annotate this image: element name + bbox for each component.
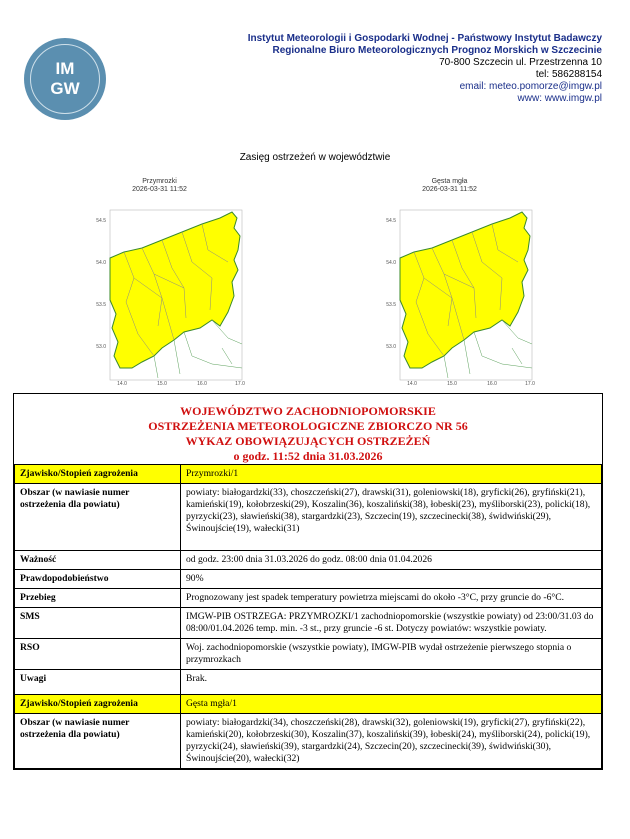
website: www: www.imgw.pl <box>517 93 602 104</box>
field-label: Zjawisko/Stopień zagrożenia <box>15 465 181 484</box>
map-date: 2026-03-31 11:52 <box>422 186 477 193</box>
table-row <box>15 589 602 608</box>
map-phenomenon: Gęsta mgła <box>431 178 468 185</box>
y-tick: 54.5 <box>386 218 396 224</box>
phenomenon-value: Przymrozki/1 <box>181 465 602 484</box>
imgw-logo <box>24 38 106 120</box>
x-tick: 14.0 <box>117 381 127 386</box>
map-graphic <box>62 178 257 386</box>
list-title: WYKAZ OBOWIĄZUJĄCYCH OSTRZEŻEŃ <box>185 434 431 448</box>
field-label: Obszar (w nawiasie numer ostrzeżenia dla powiatu) <box>15 484 181 551</box>
x-tick: 17.0 <box>525 381 535 386</box>
x-tick: 14.0 <box>407 381 417 386</box>
field-label: Obszar (w nawiasie numer ostrzeżenia dla powiatu) <box>15 714 181 769</box>
map-graphic <box>352 178 547 386</box>
region-title: WOJEWÓDZTWO ZACHODNIOPOMORSKIE <box>180 404 436 418</box>
phenomenon-value: Gęsta mgła/1 <box>181 695 602 714</box>
address: 70-800 Szczecin ul. Przestrzenna 10 <box>439 57 602 68</box>
bulletin-title: OSTRZEŻENIA METEOROLOGICZNE ZBIORCZO NR 56 <box>148 419 468 433</box>
bureau-name: Regionalne Biuro Meteorologicznych Prognoz Morskich w Szczecinie <box>272 45 602 56</box>
table-row <box>15 570 602 589</box>
table-row <box>15 484 602 551</box>
map-date: 2026-03-31 11:52 <box>132 186 187 193</box>
y-tick: 53.0 <box>386 344 396 350</box>
notes-value: Brak. <box>181 670 602 695</box>
maps-caption: Zasięg ostrzeżeń w województwie <box>239 152 391 163</box>
x-tick: 17.0 <box>235 381 245 386</box>
phone: tel: 586288154 <box>535 69 602 80</box>
y-tick: 53.5 <box>386 302 396 308</box>
logo-text-top: IM <box>55 59 75 78</box>
table-row <box>15 551 602 570</box>
rso-value: Woj. zachodniopomorskie (wszystkie powiaty), IMGW-PIB wydał ostrzeżenie pierwszego stopnia o przymrozkach <box>181 639 602 670</box>
x-tick: 15.0 <box>447 381 457 386</box>
x-tick: 16.0 <box>487 381 497 386</box>
y-tick: 53.5 <box>96 302 106 308</box>
institute-header <box>248 33 602 105</box>
y-tick: 54.0 <box>96 260 106 266</box>
field-label: Uwagi <box>15 670 181 695</box>
course-value: Prognozowany jest spadek temperatury powietrza miejscami do około -3°C, przy gruncie do -6°C. <box>181 589 602 608</box>
document-heading <box>14 394 602 464</box>
issue-time: o godz. 11:52 dnia 31.03.2026 <box>233 449 383 463</box>
field-label: Przebieg <box>15 589 181 608</box>
map-frost <box>62 178 257 386</box>
table-row <box>15 639 602 670</box>
y-tick: 53.0 <box>96 344 106 350</box>
x-tick: 16.0 <box>197 381 207 386</box>
area-value: powiaty: białogardzki(34), choszczeński(28), drawski(32), goleniowski(19), gryficki(27), gryfiński(22), kamieński(20), kołobrzeski(30), Koszalin(37), koszaliński(39), łobeski(24), myśliborski(24), policki(19), pyrzycki(24), sławieński(39), stargardzki(24), Szczecin(20), szczecinecki(39), świdwiński(30), Świnoujście(20), wałecki(32) <box>181 714 602 769</box>
warnings-document <box>13 393 603 770</box>
email: email: meteo.pomorze@imgw.pl <box>459 81 602 92</box>
field-label: RSO <box>15 639 181 670</box>
table-row <box>15 670 602 695</box>
table-row <box>15 465 602 484</box>
map-phenomenon: Przymrozki <box>142 178 177 185</box>
validity-value: od godz. 23:00 dnia 31.03.2026 do godz. 08:00 dnia 01.04.2026 <box>181 551 602 570</box>
logo-text-bottom: GW <box>50 79 80 98</box>
table-row <box>15 714 602 769</box>
y-tick: 54.5 <box>96 218 106 224</box>
field-label: SMS <box>15 608 181 639</box>
probability-value: 90% <box>181 570 602 589</box>
table-row <box>15 695 602 714</box>
sms-value: IMGW-PIB OSTRZEGA: PRZYMROZKI/1 zachodniopomorskie (wszystkie powiaty) od 23:00/31.03 do 08:00/01.04.2026 temp. min. -3 st., przy gruncie -6 st. Dotyczy powiatów: wszystkie powiaty. <box>181 608 602 639</box>
field-label: Ważność <box>15 551 181 570</box>
x-tick: 15.0 <box>157 381 167 386</box>
area-value: powiaty: białogardzki(33), choszczeński(27), drawski(31), goleniowski(18), gryficki(26), gryfiński(21), kamieński(19), kołobrzeski(29), Koszalin(36), koszaliński(38), łobeski(23), myśliborski(23), policki(18), pyrzycki(23), sławieński(38), stargardzki(23), Szczecin(19), szczecinecki(38), świdwiński(29), Świnoujście(19), wałecki(31) <box>181 484 602 551</box>
table-row <box>15 608 602 639</box>
field-label: Prawdopodobieństwo <box>15 570 181 589</box>
institute-name: Instytut Meteorologii i Gospodarki Wodnej - Państwowy Instytut Badawczy <box>247 33 602 44</box>
warnings-table <box>14 464 602 769</box>
map-fog <box>352 178 547 386</box>
field-label: Zjawisko/Stopień zagrożenia <box>15 695 181 714</box>
y-tick: 54.0 <box>386 260 396 266</box>
